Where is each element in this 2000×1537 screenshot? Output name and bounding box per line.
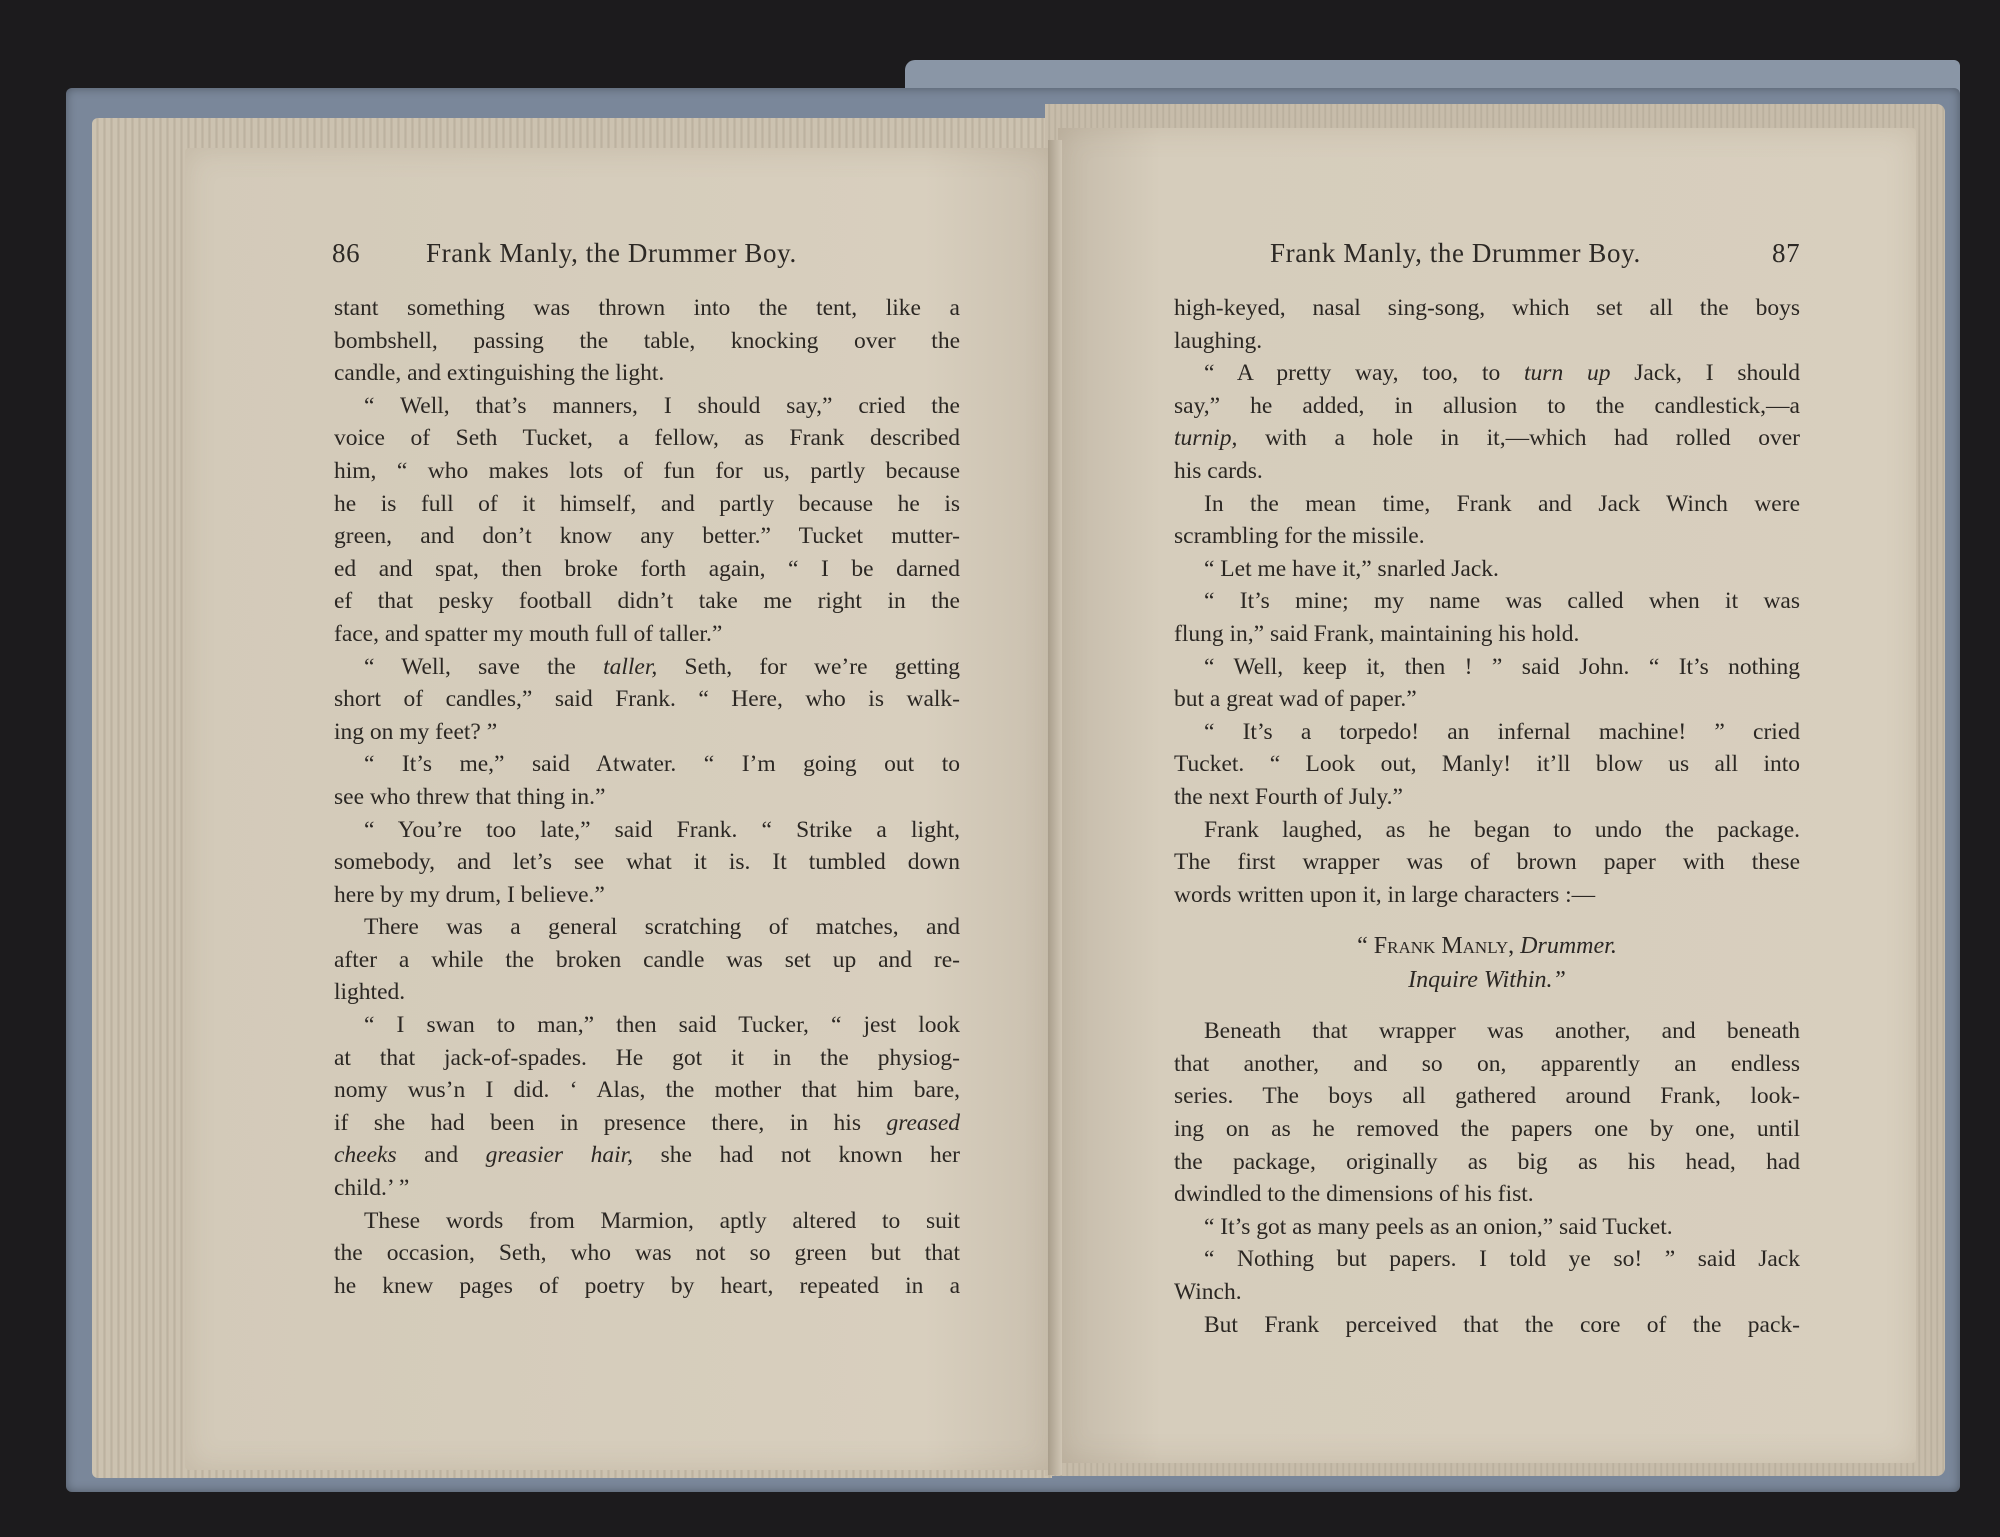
left-page-text (334, 292, 960, 1302)
text-line: the package, originally as big as his head, had (1174, 1148, 1800, 1175)
text-line: but a great wad of paper.” (1174, 686, 1417, 713)
text-line: dwindled to the dimensions of his fist. (1174, 1181, 1534, 1208)
text-line: ef that pesky football didn’t take me right in the (334, 588, 960, 615)
text-line: “ Well, that’s manners, I should say,” cried the (364, 392, 960, 419)
left-running-title: Frank Manly, the Drummer Boy. (426, 238, 797, 268)
inscription-line-2-text: Inquire Within.” (1408, 967, 1566, 994)
text-line: In the mean time, Frank and Jack Winch were (1204, 490, 1800, 517)
left-page-number: 86 (332, 238, 361, 268)
text-line: “ It’s got as many peels as an onion,” said Tucket. (1204, 1213, 1673, 1240)
text-line: “ Well, keep it, then ! ” said John. “ It’s nothing (1204, 653, 1800, 680)
text-line: turnip, with a hole in it,—which had rolled over (1174, 425, 1800, 452)
text-line: him, “ who makes lots of fun for us, partly because (334, 457, 960, 484)
text-line: lighted. (334, 979, 406, 1006)
text-line: ing on as he removed the papers one by one, until (1174, 1116, 1800, 1143)
text-line: candle, and extinguishing the light. (334, 360, 665, 387)
text-line: Winch. (1174, 1279, 1242, 1306)
text-line: ing on my feet? ” (334, 718, 498, 745)
text-line: if she had been in presence there, in his greased (334, 1109, 960, 1136)
text-line: the occasion, Seth, who was not so green but that (334, 1240, 960, 1267)
text-line: child.’ ” (334, 1175, 410, 1202)
text-line: scrambling for the missile. (1174, 523, 1425, 550)
right-running-title: Frank Manly, the Drummer Boy. (1270, 238, 1641, 268)
wrapper-inscription (1174, 929, 1800, 997)
text-line: here by my drum, I believe.” (334, 881, 605, 908)
text-line: green, and don’t know any better.” Tucket mutter- (334, 523, 960, 550)
text-line: he is full of it himself, and partly because he is (334, 490, 960, 517)
text-line: Tucket. “ Look out, Manly! it’ll blow us all into (1174, 751, 1800, 778)
text-line: high-keyed, nasal sing-song, which set all the boys (1174, 295, 1800, 321)
text-line: ed and spat, then broke forth again, “ I be darned (334, 555, 960, 582)
right-page-text (1174, 292, 1800, 1341)
text-line: “ It’s mine; my name was called when it was (1204, 588, 1800, 615)
text-line: There was a general scratching of matches, and (364, 914, 960, 941)
text-line: “ You’re too late,” said Frank. “ Strike a light, (364, 816, 960, 843)
text-line: series. The boys all gathered around Frank, look- (1174, 1083, 1800, 1110)
text-line: cheeks and greasier hair, she had not known her (334, 1142, 960, 1169)
text-line: “ Let me have it,” snarled Jack. (1204, 555, 1499, 582)
inscription-name: Frank Manly, (1373, 933, 1515, 960)
text-line: “ Well, save the taller, Seth, for we’re getting (364, 653, 961, 680)
text-line: “ A pretty way, too, to turn up Jack, I should (1204, 360, 1800, 387)
text-line: nomy wus’n I did. ‘ Alas, the mother that him bare, (334, 1077, 960, 1104)
text-line: the next Fourth of July.” (1174, 783, 1403, 810)
text-line: Beneath that wrapper was another, and beneath (1204, 1018, 1800, 1045)
text-line: somebody, and let’s see what it is. It tumbled down (334, 849, 960, 876)
text-line: after a while the broken candle was set up and re- (334, 946, 960, 973)
text-line: see who threw that thing in.” (334, 783, 606, 810)
text-line: that another, and so on, apparently an endless (1174, 1050, 1800, 1077)
text-line: at that jack-of-spades. He got it in the physiog- (334, 1044, 960, 1071)
text-line: The first wrapper was of brown paper with these (1174, 849, 1800, 876)
text-line: stant something was thrown into the tent, like a (334, 295, 960, 321)
text-line: flung in,” said Frank, maintaining his hold. (1174, 620, 1580, 647)
text-line: say,” he added, in allusion to the candlestick,—a (1174, 392, 1800, 419)
inscription-open-quote: “ (1357, 933, 1368, 960)
inscription-line-1 (1174, 929, 1800, 963)
text-line: short of candles,” said Frank. “ Here, who is walk- (334, 686, 960, 713)
inscription-line-2 (1174, 963, 1800, 997)
text-line: his cards. (1174, 457, 1263, 484)
text-line: face, and spatter my mouth full of taller.” (334, 620, 723, 647)
text-line: “ Nothing but papers. I told ye so! ” said Jack (1204, 1246, 1800, 1273)
text-line: These words from Marmion, aptly altered to suit (364, 1207, 960, 1234)
text-line: bombshell, passing the table, knocking over the (334, 327, 960, 354)
text-line: laughing. (1174, 327, 1263, 354)
text-line: Frank laughed, as he began to undo the package. (1204, 816, 1800, 843)
text-line: words written upon it, in large characters :— (1174, 881, 1596, 908)
text-line: “ I swan to man,” then said Tucker, “ jest look (364, 1012, 960, 1039)
right-text-after-inscription (1174, 1015, 1800, 1341)
right-page-number: 87 (1772, 238, 1801, 268)
right-text-before-inscription (1174, 292, 1800, 911)
text-line: “ It’s a torpedo! an infernal machine! ” cried (1204, 718, 1800, 745)
text-line: voice of Seth Tucket, a fellow, as Frank described (334, 425, 960, 452)
text-line: he knew pages of poetry by heart, repeated in a (334, 1272, 960, 1299)
text-line: But Frank perceived that the core of the pack- (1204, 1311, 1800, 1338)
book-gutter (1048, 140, 1062, 1475)
text-line: “ It’s me,” said Atwater. “ I’m going out to (364, 751, 960, 778)
inscription-role: Drummer. (1520, 933, 1617, 960)
